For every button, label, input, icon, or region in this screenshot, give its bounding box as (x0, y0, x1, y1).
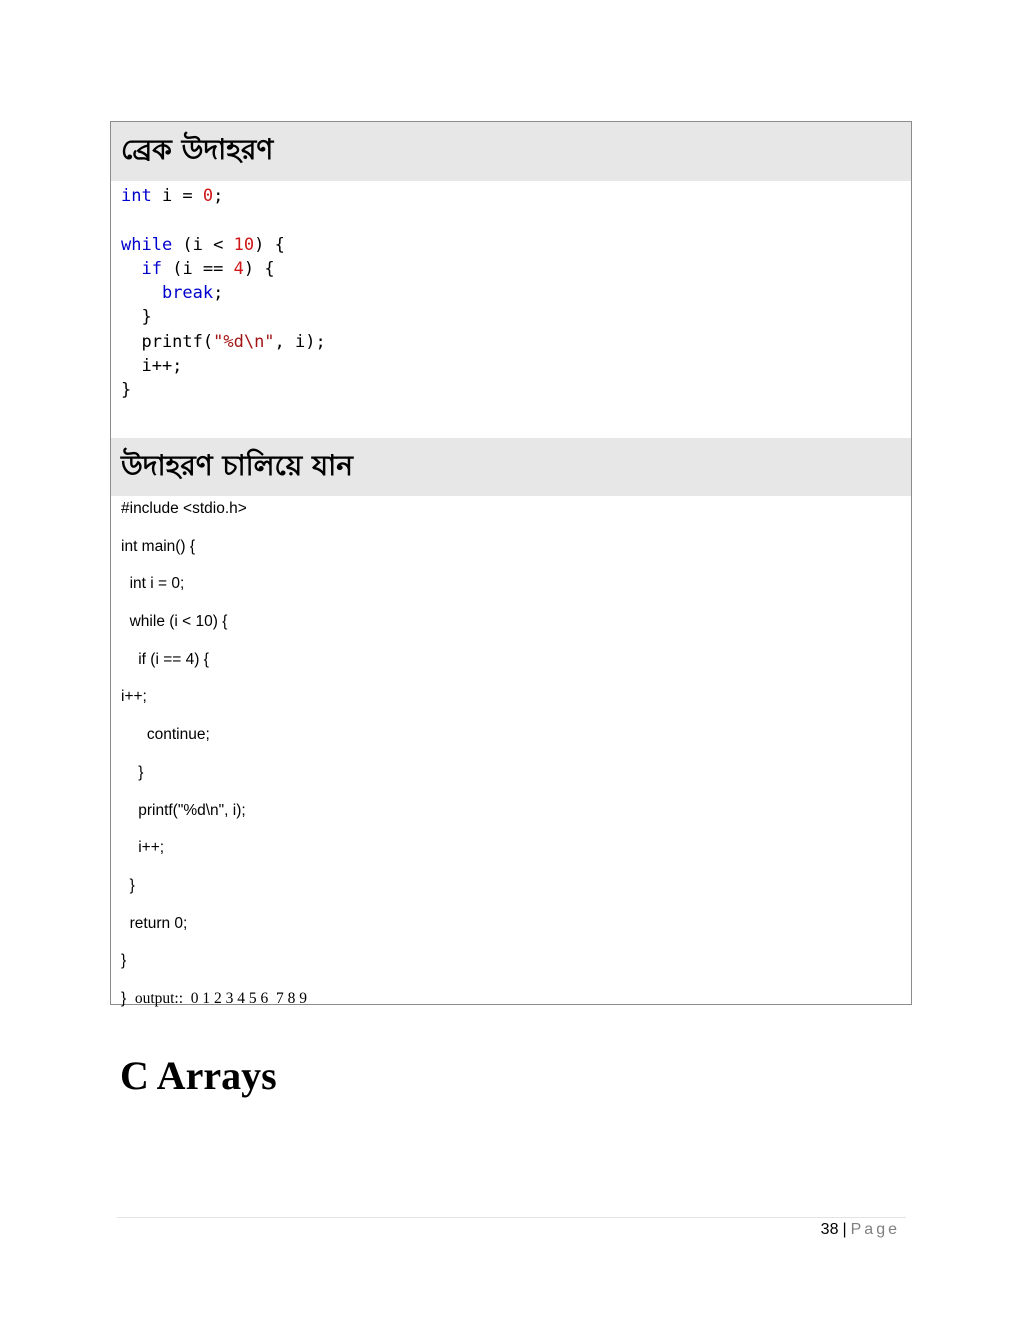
code-line (121, 354, 326, 378)
code-line (121, 305, 326, 329)
code-line (121, 378, 326, 402)
page-label: Page (850, 1221, 900, 1238)
program-output: output:: 0 1 2 3 4 5 6 7 8 9 (134, 989, 308, 1007)
code-token: if (141, 258, 162, 279)
code-token (121, 283, 162, 303)
code-token: , i); (274, 331, 326, 352)
page-footer (821, 1221, 900, 1239)
footer-separator: | (842, 1221, 847, 1238)
break-example-code (121, 184, 326, 403)
source-line: continue; (121, 726, 210, 744)
code-token: } (121, 307, 152, 328)
source-line: int main() { (121, 537, 196, 555)
footer-divider (117, 1217, 906, 1218)
closing-brace: } (121, 989, 127, 1007)
code-line (121, 233, 326, 257)
code-line (121, 330, 326, 354)
code-token: ) { (254, 234, 285, 255)
source-line: printf("%d\n", i); (121, 801, 246, 819)
code-token: ; (213, 283, 224, 304)
code-token: (i < (172, 234, 234, 255)
code-token: while (121, 234, 173, 255)
code-token: 10 (233, 234, 255, 255)
source-line: while (i < 10) { (121, 613, 228, 631)
code-token: printf( (121, 331, 214, 352)
source-line: #include <stdio.h> (121, 500, 247, 517)
code-line (121, 208, 326, 232)
code-token: } (121, 380, 132, 401)
source-line: i++; (121, 688, 147, 706)
section-title: C Arrays (120, 1053, 277, 1098)
run-example-heading: উদাহরণ চালিয়ে যান (111, 438, 911, 496)
code-token: ; (213, 186, 224, 206)
code-token: "%d\n" (213, 331, 275, 352)
source-line: return 0; (121, 914, 188, 932)
page-number: 38 (820, 1221, 839, 1238)
source-line: if (i == 4) { (121, 650, 209, 668)
code-token: ) { (243, 258, 275, 279)
source-line: int i = 0; (121, 575, 185, 593)
run-example-output-line (121, 988, 307, 1010)
code-token: (i == (161, 258, 234, 279)
code-line (121, 281, 326, 305)
code-token: i = (151, 186, 203, 206)
source-line: } (121, 876, 135, 894)
source-line: } (121, 763, 144, 781)
code-token: i++; (121, 356, 183, 377)
code-line (121, 257, 326, 281)
code-token: 0 (202, 186, 214, 206)
code-token: break (161, 283, 214, 304)
source-line: i++; (121, 839, 165, 857)
run-example-code (121, 498, 307, 1010)
code-example-box (110, 121, 912, 1005)
code-line (121, 184, 326, 208)
source-line: } (121, 952, 127, 970)
code-token: int (121, 186, 152, 206)
code-token (121, 259, 141, 279)
code-token: 4 (233, 258, 244, 279)
break-example-heading: ব্রেক উদাহরণ (111, 122, 911, 181)
